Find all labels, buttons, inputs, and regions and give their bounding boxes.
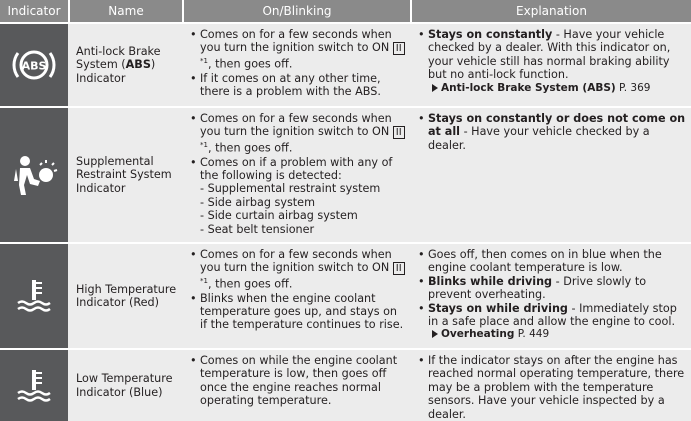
indicator-cell bbox=[0, 244, 68, 348]
header-indicator: Indicator bbox=[0, 0, 68, 22]
explanation-cell: • If the indicator stays on after the engine has reached normal operating temperature, there may be a problem with the temperature sensors. Have your vehicle inspected by a dealer. bbox=[418, 354, 685, 421]
coolant-temperature-icon bbox=[14, 276, 54, 316]
header-on-blinking: On/Blinking bbox=[184, 0, 410, 22]
arrow-right-icon bbox=[432, 330, 438, 338]
list-item: - Supplemental restraint system bbox=[200, 182, 381, 196]
list-item: - Seat belt tensioner bbox=[200, 222, 315, 236]
header-explanation: Explanation bbox=[412, 0, 691, 22]
indicator-name: High Temperature Indicator (Red) bbox=[76, 282, 177, 309]
explanation-cell: • Stays on constantly or does not come on at all - Have your vehicle checked by a dealer. bbox=[418, 112, 686, 152]
indicator-cell bbox=[0, 350, 68, 421]
coolant-temperature-icon bbox=[14, 366, 54, 406]
explanation-cell: • Stays on constantly - Have your vehicle checked by a dealer. With this indicator on, your vehicle still has normal braking ability but no anti-lock function. Anti-lock Brake System (ABS) P. 369 bbox=[412, 24, 691, 106]
airbag-srs-icon bbox=[10, 151, 58, 199]
indicator-cell bbox=[0, 24, 68, 106]
svg-text:ABS: ABS bbox=[21, 59, 47, 73]
on-blinking-cell: • Comes on for a few seconds when you turn the ignition switch to ON II$^{*1}$, then goes off. • Blinks when the engine coolant temperature goes up, and stays on if the temperature continues to rise. bbox=[190, 248, 404, 332]
on-blinking-cell: • Comes on while the engine coolant temperature is low, then goes off once the engine reaches normal operating temperature. bbox=[190, 354, 398, 408]
indicator-name: Supplemental Restraint System Indicator bbox=[76, 154, 172, 195]
indicator-name: Low Temperature Indicator (Blue) bbox=[76, 372, 173, 399]
page-reference[interactable]: Overheating P. 449 bbox=[418, 328, 687, 341]
list-item: - Side curtain airbag system bbox=[200, 209, 358, 223]
table-row-srs bbox=[0, 108, 691, 242]
header-name: Name bbox=[70, 0, 182, 22]
arrow-right-icon bbox=[432, 84, 438, 92]
on-blinking-cell: • Comes on for a few seconds when you turn the ignition switch to ON II$^{*1}$, then goes off. • If it comes on at any other time, there is a problem with the ABS. bbox=[184, 24, 410, 106]
indicator-name: Anti-lock Brake System (ABS) Indicator bbox=[76, 44, 161, 85]
explanation-cell: • Goes off, then comes on in blue when the engine coolant temperature is low. • Blinks while driving - Drive slowly to prevent overheating. • Stays on while driving - Immediately stop in a safe place and allow the engine to cool. Overheating P. 449 bbox=[412, 244, 691, 348]
table-row-high-temp bbox=[0, 244, 691, 348]
table-row-low-temp bbox=[0, 350, 691, 421]
list-item: - Side airbag system bbox=[200, 195, 315, 209]
indicator-cell bbox=[0, 108, 68, 242]
page-reference[interactable]: Anti-lock Brake System (ABS) P. 369 bbox=[418, 82, 687, 95]
abs-warning-icon bbox=[10, 45, 58, 85]
table-row-abs bbox=[0, 24, 691, 106]
on-blinking-cell: • Comes on for a few seconds when you turn the ignition switch to ON II$^{*1}$, then goes off. • Comes on if a problem with any of the following is detected: - Supplemental restraint system - Side airbag system - Side curtain airbag system - Seat belt tensioner bbox=[184, 108, 410, 242]
